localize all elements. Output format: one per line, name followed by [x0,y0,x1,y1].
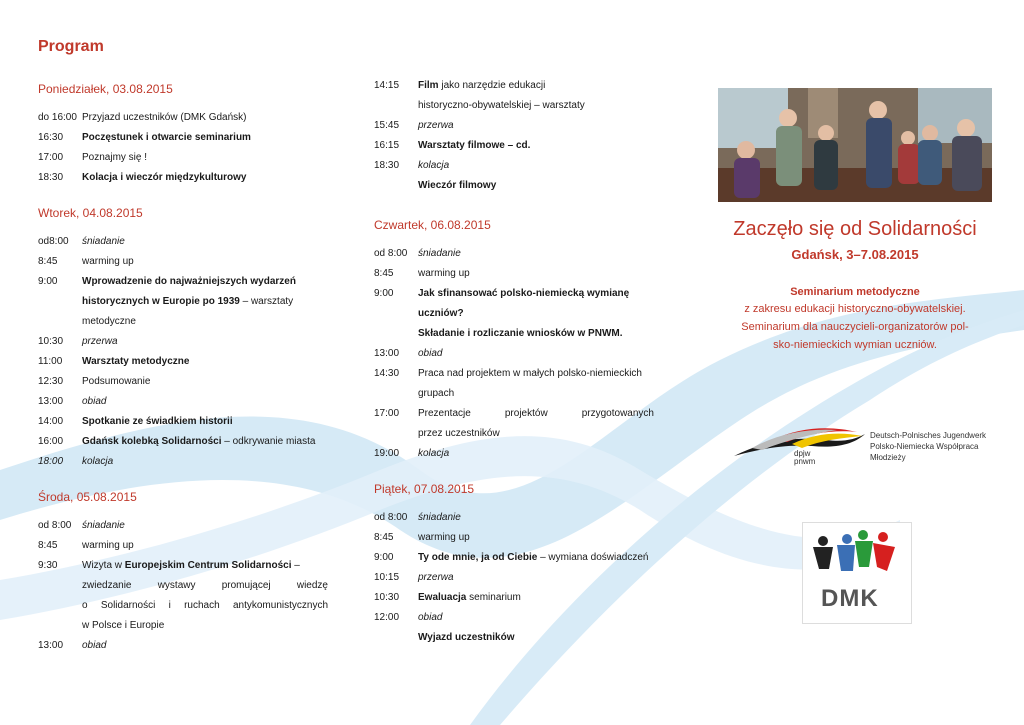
activity: obiad [82,396,107,407]
activity-part: uczniów? [418,308,464,319]
time: 14:00 [38,416,64,427]
schedule-row [374,76,654,116]
activity-part: – wymiana doświadczeń [537,552,649,563]
schedule-row [374,508,654,528]
time: 9:30 [38,560,58,571]
time: od 8:00 [38,520,72,531]
activity-part: w Polsce i Europie [82,620,165,631]
activity-part: Składanie i rozliczanie wniosków w PNWM. [418,328,623,339]
activity-part: Prezentacje projektów przygotowanych [418,408,654,419]
activity: kolacja [418,448,450,459]
schedule-row [38,168,328,188]
time: 18:30 [38,172,64,183]
activity: Wyjazd uczestników [418,632,515,643]
activity: śniadanie [82,236,125,247]
dpjw-mark-text: dpjw [794,449,811,458]
activity-part: jako narzędzie edukacji [438,80,546,91]
activity-part: Jak sfinansować polsko-niemiecką wymianę [418,288,630,299]
activity: kolacja [82,456,114,467]
activity: Warsztaty metodyczne [82,356,190,367]
activity-part: Film [418,80,439,91]
time [374,176,418,196]
activity-part: zwiedzanie wystawy promującej wiedzę [82,580,328,591]
activity: Spotkanie ze świadkiem historii [82,416,233,427]
program-title: Program [38,38,104,55]
time: 9:00 [374,552,394,563]
schedule-row [374,244,654,264]
time: 14:15 [374,80,400,91]
time: 16:00 [38,436,64,447]
activity: Gdańsk kolebką Solidarności [82,436,222,447]
time: od8:00 [38,236,69,247]
activity: przerwa [418,120,454,131]
schedule-row [38,636,328,656]
activity: Podsumowanie [82,376,151,387]
activity-part: grupach [418,388,455,399]
schedule-row [374,588,654,608]
time: 13:00 [38,396,64,407]
schedule-row [374,156,654,176]
schedule-row [374,284,654,344]
schedule-row [374,264,654,284]
schedule-row [38,252,328,272]
cover-column [718,88,992,354]
time: 9:00 [38,276,58,287]
time: 19:00 [374,448,400,459]
activity: warming up [418,268,470,279]
day-heading-thursday: Czwartek, 06.08.2015 [374,218,491,232]
activity-part: Europejskim Centrum Solidarności [124,560,292,571]
time: 17:00 [38,152,64,163]
schedule-row [374,176,654,196]
schedule-row [38,516,328,536]
time: 13:00 [38,640,64,651]
time: 11:00 [38,356,63,367]
activity-part: przez uczestników [418,428,500,439]
dmk-logo [802,522,912,624]
dpjw-name-de: Deutsch-Polnisches Jugendwerk [870,431,987,440]
activity: przerwa [82,336,118,347]
activity-part: – odkrywanie miasta [221,436,316,447]
schedule-row [38,452,328,472]
time: od 8:00 [374,248,408,259]
dpjw-swoosh-icon [732,418,867,468]
time: 8:45 [38,256,58,267]
activity-part: metodyczne [82,316,136,327]
time: 10:15 [374,572,400,583]
time: 17:00 [374,408,400,419]
schedule-row [374,548,654,568]
activity-part: Wprowadzenie do najważniejszych wydarzeń [82,276,296,287]
dpjw-name-pl: Polsko-Niemiecka Współpraca Młodzieży [870,442,979,462]
activity-part: Praca nad projektem w małych polsko-niemieckich [418,368,642,379]
time: do 16:00 [38,112,77,123]
activity-part: – [291,560,300,571]
schedule-row [374,444,654,464]
time: 8:45 [374,268,394,279]
schedule-thursday [374,244,654,464]
activity-part: historycznych w Europie po 1939 [82,296,240,307]
time: 12:00 [374,612,400,623]
schedule-row [38,432,328,452]
dpjw-logo [732,418,1012,468]
time: 18:30 [374,160,400,171]
activity: śniadanie [82,520,125,531]
program-column-2 [374,76,654,648]
schedule-wednesday [38,516,328,656]
time: 10:30 [38,336,64,347]
dmk-figures-icon [803,523,911,583]
schedule-row [38,556,328,636]
schedule-row [374,404,654,444]
schedule-row [38,536,328,556]
time: 12:30 [38,376,64,387]
time: 13:00 [374,348,400,359]
activity-part: historyczno-obywatelskiej – warsztaty [418,100,585,111]
activity-part: seminarium [466,592,521,603]
schedule-wednesday-continued [374,76,654,196]
day-heading-tuesday: Wtorek, 04.08.2015 [38,206,143,220]
schedule-row [374,628,654,648]
cover-headline [718,218,992,354]
schedule-row [374,136,654,156]
activity-part: Wizyta w [82,560,125,571]
time: 8:45 [374,532,394,543]
activity: Warsztaty filmowe – cd. [418,140,531,151]
schedule-row [38,392,328,412]
schedule-row [374,608,654,628]
activity: Ewaluacja [418,592,467,603]
activity-part: o Solidarności i ruchach antykomunistycznych [82,600,328,611]
activity: warming up [82,540,134,551]
schedule-tuesday [38,232,328,472]
day-heading-monday: Poniedziałek, 03.08.2015 [38,82,173,96]
activity: kolacja [418,160,450,171]
day-heading-wednesday: Środa, 05.08.2015 [38,490,137,504]
activity: śniadanie [418,248,461,259]
cover-title: Zaczęło się od Solidarności [733,218,977,240]
activity: Poznajmy się ! [82,152,148,163]
schedule-monday [38,108,328,188]
activity: obiad [418,348,443,359]
schedule-row [38,412,328,432]
activity: przerwa [418,572,454,583]
activity: Przyjazd uczestników (DMK Gdańsk) [82,112,247,123]
seminar-title: Seminarium metodyczne [790,286,920,298]
activity: obiad [418,612,443,623]
time [374,628,418,648]
time: 18:00 [38,456,64,467]
activity: Kolacja i wieczór międzykulturowy [82,172,247,183]
time: od 8:00 [374,512,408,523]
schedule-row [38,232,328,252]
activity [82,272,328,332]
schedule-row [374,344,654,364]
activity [418,284,654,344]
schedule-row [38,372,328,392]
time: 14:30 [374,368,400,379]
pnwm-mark-text: pnwm [794,457,816,466]
schedule-row [38,352,328,372]
program-column-1 [38,38,328,656]
cover-subtitle: Gdańsk, 3–7.08.2015 [791,247,919,262]
schedule-row [38,128,328,148]
activity-part: – warsztaty [239,296,294,307]
activity: warming up [418,532,470,543]
activity: Ty ode mnie, ja od Ciebie [418,552,538,563]
activity: śniadanie [418,512,461,523]
schedule-row [374,116,654,136]
group-photo-illustration [718,88,992,202]
group-photo [718,88,992,202]
time: 16:15 [374,140,400,151]
schedule-friday [374,508,654,648]
day-heading-friday: Piątek, 07.08.2015 [374,482,475,496]
seminar-line-1: z zakresu edukacji historyczno-obywatelskiej. [744,303,966,315]
schedule-row [374,528,654,548]
dpjw-logo-text [870,430,1012,463]
activity [418,404,654,444]
activity: Poczęstunek i otwarcie seminarium [82,132,251,143]
seminar-line-3: sko-niemieckich wymian uczniów. [773,339,937,351]
activity [418,364,654,404]
time: 10:30 [374,592,400,603]
activity: warming up [82,256,134,267]
time: 8:45 [38,540,58,551]
activity [418,76,654,116]
schedule-row [374,364,654,404]
seminar-line-2: Seminarium dla nauczycieli-organizatorów pol- [741,321,969,333]
schedule-row [38,272,328,332]
schedule-row [374,568,654,588]
schedule-row [38,108,328,128]
time: 15:45 [374,120,400,131]
activity: obiad [82,640,107,651]
schedule-row [38,148,328,168]
activity [82,556,328,636]
time: 9:00 [374,288,394,299]
time: 16:30 [38,132,64,143]
dmk-logo-text: DMK [821,585,879,612]
activity: Wieczór filmowy [418,180,497,191]
schedule-row [38,332,328,352]
